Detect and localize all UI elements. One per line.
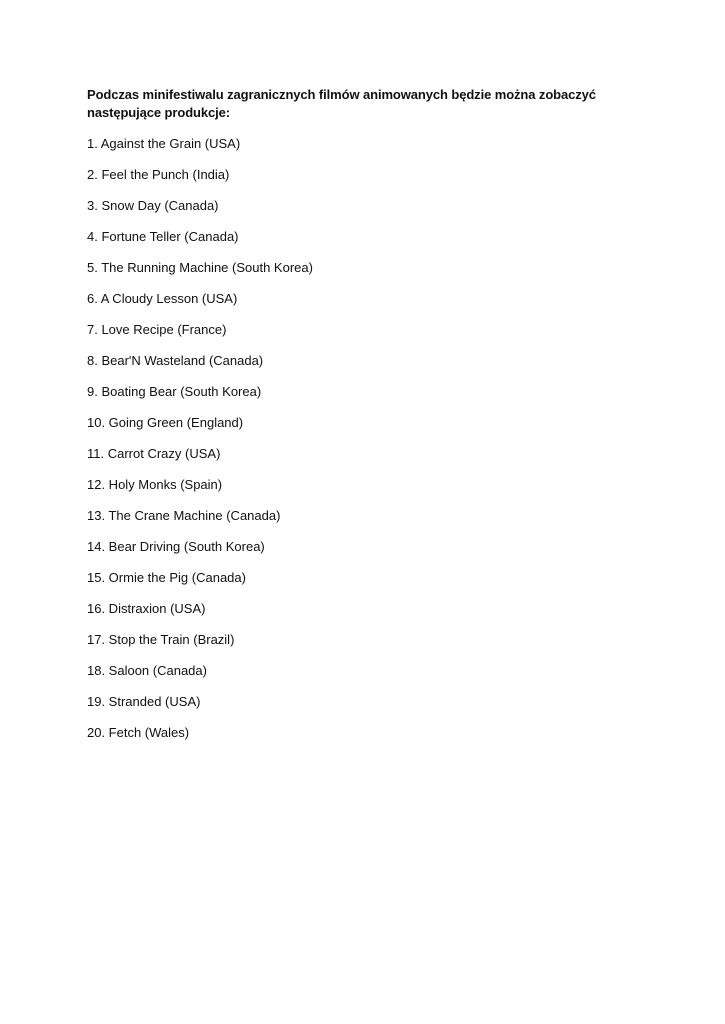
film-item: 17. Stop the Train (Brazil)	[87, 632, 235, 647]
film-item: 15. Ormie the Pig (Canada)	[87, 570, 246, 585]
film-item: 3. Snow Day (Canada)	[87, 198, 219, 213]
film-item: 2. Feel the Punch (India)	[87, 167, 230, 182]
film-item: 9. Boating Bear (South Korea)	[87, 384, 262, 399]
film-item: 13. The Crane Machine (Canada)	[87, 508, 281, 523]
film-item: 19. Stranded (USA)	[87, 694, 201, 709]
film-item: 6. A Cloudy Lesson (USA)	[87, 291, 238, 306]
film-item: 18. Saloon (Canada)	[87, 663, 207, 678]
film-item: 1. Against the Grain (USA)	[87, 136, 241, 151]
film-item: 10. Going Green (England)	[87, 415, 244, 430]
film-item: 12. Holy Monks (Spain)	[87, 477, 223, 492]
film-item: 7. Love Recipe (France)	[87, 322, 227, 337]
film-item: 11. Carrot Crazy (USA)	[87, 446, 221, 461]
film-item: 5. The Running Machine (South Korea)	[87, 260, 313, 275]
film-item: 14. Bear Driving (South Korea)	[87, 539, 265, 554]
film-item: 20. Fetch (Wales)	[87, 725, 190, 740]
film-item: 4. Fortune Teller (Canada)	[87, 229, 239, 244]
film-list	[87, 136, 313, 756]
film-item: 8. Bear'N Wasteland (Canada)	[87, 353, 264, 368]
document-heading: Podczas minifestiwalu zagranicznych filmów animowanych będzie można zobaczyć następujące produkcje:	[87, 87, 596, 120]
film-item: 16. Distraxion (USA)	[87, 601, 206, 616]
